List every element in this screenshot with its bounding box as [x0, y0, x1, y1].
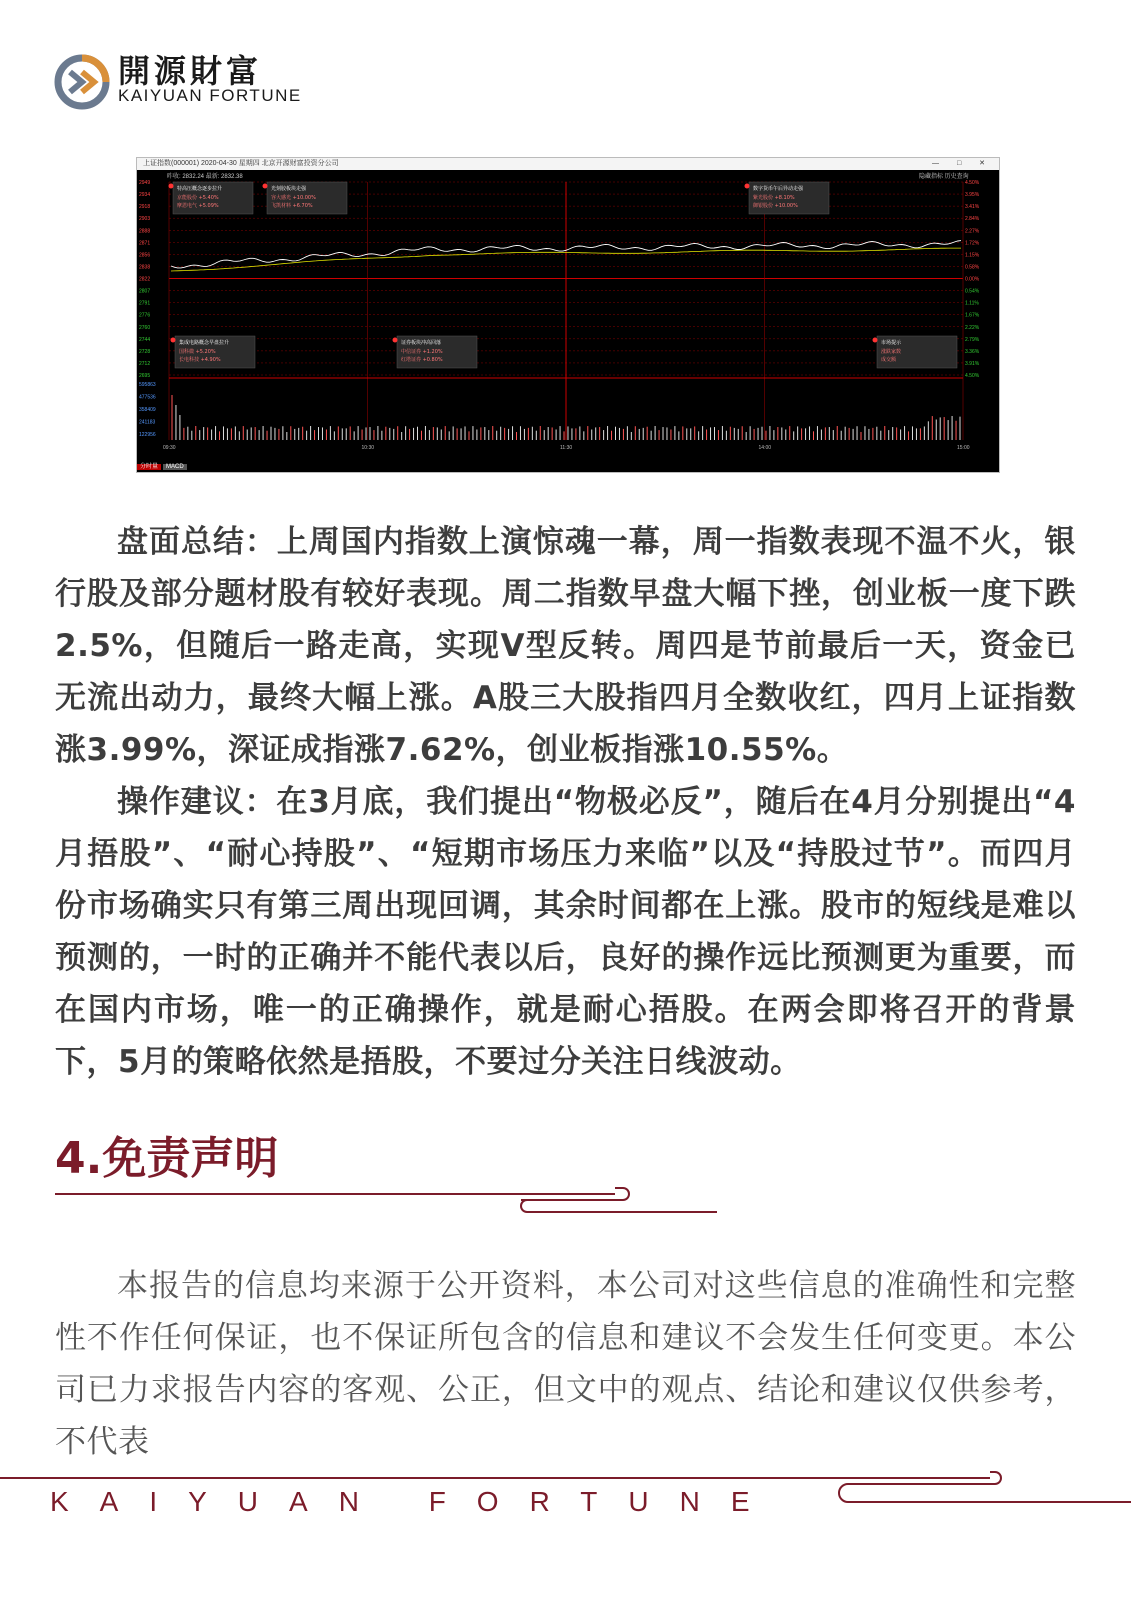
price-tick-label: 2728 — [139, 348, 151, 355]
price-tick-label: 2791 — [139, 300, 151, 307]
pct-tick-label: 3.95% — [965, 192, 980, 199]
price-tick-label: 2838 — [139, 264, 151, 271]
chart-info-line: 昨收: 2832.24 最新: 2832.38 — [167, 174, 243, 180]
pct-tick-label: 4.50% — [965, 180, 980, 186]
pct-tick-label: 4.50% — [965, 373, 980, 379]
annotation-title: 集成电路概念早盘拉升 — [179, 340, 230, 346]
time-tick-label: 11:30 — [560, 445, 573, 451]
annotation-line: 容大感光 +10.00% — [271, 195, 316, 201]
annotation-line: 国科微 +5.20% — [179, 349, 216, 355]
time-tick-label: 10:30 — [361, 445, 375, 451]
annotation-title: 市场提示 — [881, 340, 902, 346]
pct-tick-label: 3.36% — [965, 348, 980, 355]
pct-tick-label: 0.58% — [965, 264, 980, 271]
chart-top-right-label: 隐藏指标 历史查询 — [919, 174, 969, 180]
pct-tick-label: 2.22% — [965, 324, 980, 331]
price-tick-label: 2949 — [139, 180, 151, 186]
window-controls[interactable]: — □ ✕ — [932, 160, 993, 167]
price-tick-label: 2744 — [139, 336, 151, 343]
time-tick-label: 15:00 — [957, 445, 970, 451]
pct-tick-label: 2.27% — [965, 228, 980, 235]
company-logo-icon — [52, 52, 112, 112]
title-underline-decoration — [55, 1186, 735, 1226]
price-tick-label: 2856 — [139, 252, 151, 259]
volume-tick-label: 122956 — [139, 432, 156, 438]
time-tick-label: 09:30 — [163, 445, 176, 451]
pct-tick-label: 3.91% — [965, 360, 980, 367]
price-tick-label: 2695 — [139, 373, 151, 379]
annotation-title: 特高压概念逐步拉升 — [177, 186, 223, 192]
annotation-line: 飞凯材料 +6.70% — [271, 203, 313, 209]
volume-tick-label: 358409 — [139, 407, 156, 413]
market-summary-paragraph: 盘面总结：上周国内指数上演惊魂一幕，周一指数表现不温不火，银行股及部分题材股有较好表现。周二指数早盘大幅下挫，创业板一度下跌2.5%，但随后一路走高，实现V型反转。周四是节前最后一天，资金已无流出动力，最终大幅上涨。A股三大股指四月全数收红，四月上证指数涨3.99%，深证成指涨7.62%，创业板指涨10.55%。 — [55, 524, 1076, 768]
indicator-tabs — [137, 462, 187, 472]
pct-tick-label: 1.67% — [965, 312, 980, 319]
annotation-marker-icon — [745, 184, 750, 189]
intraday-chart — [137, 170, 999, 464]
annotation-line: 长电科技 +4.90% — [179, 357, 221, 363]
window-title: 上证指数(000001) 2020-04-30 星期四 北京开源财富投资分公司 — [143, 160, 339, 167]
price-tick-label: 2776 — [139, 312, 151, 319]
disclaimer-paragraph: 本报告的信息均来源于公开资料，本公司对这些信息的准确性和完整性不作任何保证，也不保证所包含的信息和建议不会发生任何变更。本公司已力求报告内容的客观、公正，但文中的观点、结论和建议仅供参考，不代表 — [55, 1268, 1076, 1460]
annotation-line: 御银股份 +10.00% — [753, 203, 798, 209]
annotation-line: 成交额 — [881, 357, 897, 363]
time-tick-label: 14:00 — [758, 445, 772, 451]
price-tick-label: 2903 — [139, 216, 151, 223]
pct-tick-label: 1.15% — [965, 252, 980, 259]
annotation-line: 京能股份 +5.40% — [177, 195, 219, 201]
brand-name-en: KAIYUAN FORTUNE — [118, 86, 302, 105]
price-tick-label: 2888 — [139, 228, 151, 235]
pct-tick-label: 2.84% — [965, 216, 980, 223]
annotation-title: 证券板块冲高回落 — [401, 340, 442, 346]
annotation-title: 光刻胶板块走强 — [271, 186, 307, 192]
volume-tick-label: 241183 — [139, 419, 156, 426]
annotation-line: 摩恩电气 +5.09% — [177, 203, 219, 209]
pct-tick-label: 1.72% — [965, 240, 980, 247]
annotation-marker-icon — [169, 184, 174, 189]
annotation-line: 中信证券 +1.20% — [401, 349, 443, 355]
annotation-marker-icon — [171, 338, 176, 343]
pct-tick-label: 3.41% — [965, 204, 980, 211]
indicator-tab-volume[interactable]: 分时量 — [137, 464, 161, 470]
annotation-marker-icon — [393, 338, 398, 343]
price-tick-label: 2712 — [139, 360, 151, 367]
footer-brand-text: KAIYUAN FORTUNE — [50, 1486, 781, 1517]
annotation-marker-icon — [873, 338, 878, 343]
annotation-title: 数字货币午后异动走强 — [753, 186, 804, 192]
indicator-tab-macd[interactable]: MACD — [163, 464, 187, 470]
price-tick-label: 2760 — [139, 324, 151, 331]
price-tick-label: 2871 — [139, 240, 151, 247]
brand-name-cn: 開源財富 — [118, 52, 263, 90]
volume-tick-label: 477536 — [139, 394, 156, 401]
price-tick-label: 2807 — [139, 288, 151, 295]
pct-tick-label: 1.11% — [965, 300, 979, 307]
annotation-marker-icon — [263, 184, 268, 189]
volume-tick-label: 595863 — [139, 382, 156, 388]
window-title-bar — [137, 158, 999, 170]
price-tick-label: 2822 — [139, 276, 151, 283]
section-title: 4.免责声明 — [55, 1133, 279, 1184]
operation-advice-paragraph: 操作建议：在3月底，我们提出“物极必反”，随后在4月分别提出“4月捂股”、“耐心持股”、“短期市场压力来临”以及“持股过节”。而四月份市场确实只有第三周出现回调，其余时间都在上涨。股市的短线是难以预测的，一时的正确并不能代表以后，良好的操作远比预测更为重要，而在国内市场，唯一的正确操作，就是耐心捂股。在两会即将召开的背景下，5月的策略依然是捂股，不要过分关注日线波动。 — [55, 784, 1076, 1080]
price-tick-label: 2918 — [139, 204, 151, 211]
annotation-line: 红塔证券 +0.80% — [401, 357, 443, 363]
pct-tick-label: 0.00% — [965, 276, 980, 283]
pct-tick-label: 0.54% — [965, 288, 980, 295]
annotation-line: 涨跌家数 — [881, 349, 902, 355]
annotation-line: 紫光股份 +8.10% — [753, 195, 795, 201]
pct-tick-label: 2.79% — [965, 336, 980, 343]
intraday-chart-screenshot — [136, 157, 1000, 473]
price-tick-label: 2934 — [139, 192, 151, 199]
